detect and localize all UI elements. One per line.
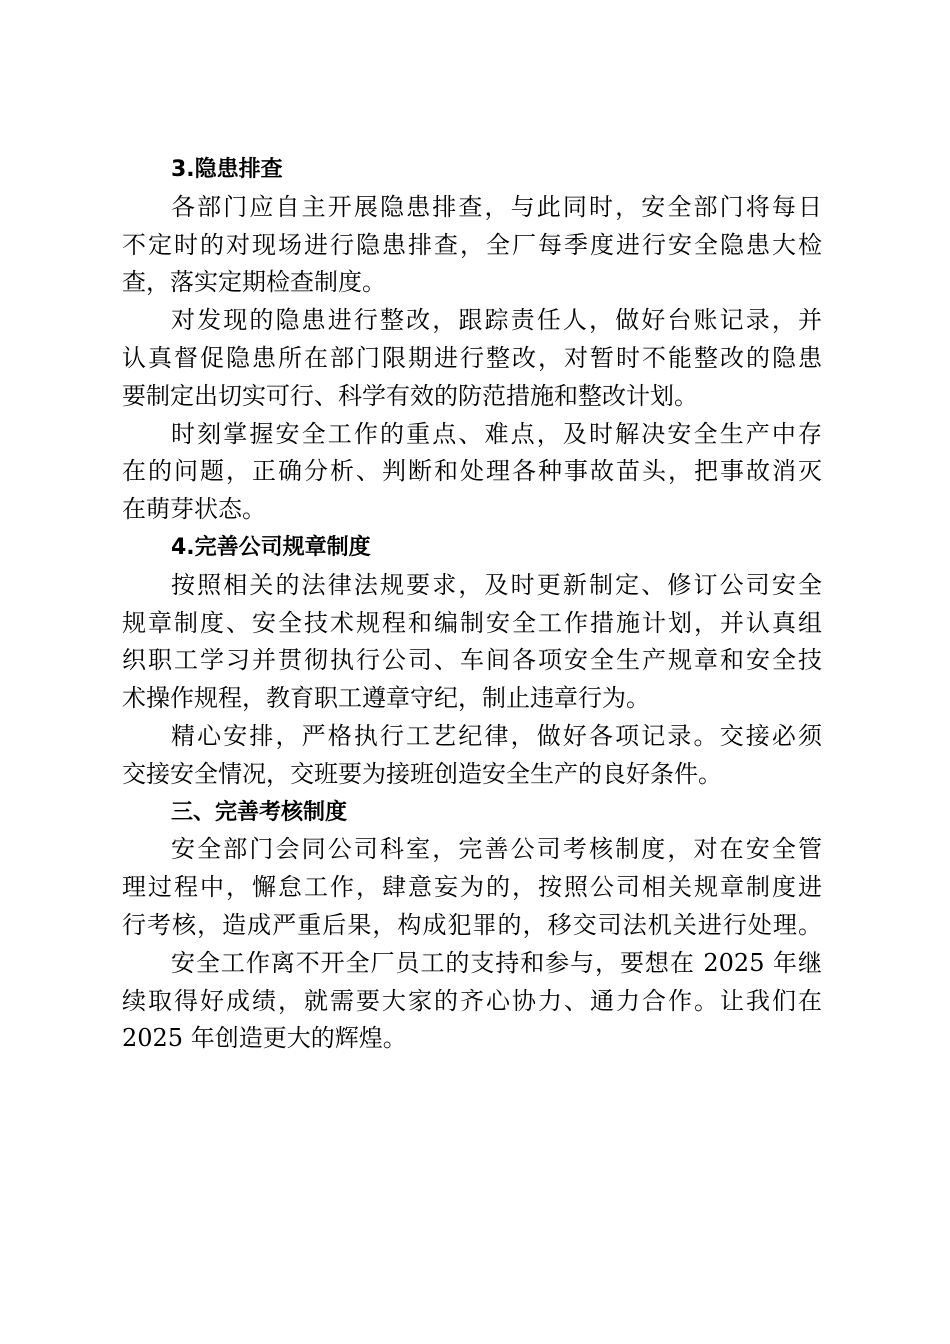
paragraph-line: 在萌芽状态。 — [122, 495, 266, 524]
paragraph-line: 续取得好成绩，就需要大家的齐心协力、通力合作。让我们在 — [122, 986, 822, 1015]
paragraph — [122, 416, 822, 529]
section-heading: 3.隐患排查 — [171, 157, 283, 182]
paragraph-line: 理过程中，懈怠工作，肆意妄为的，按照公司相关规章制度进 — [122, 873, 822, 902]
paragraph-line: 术操作规程，教育职工遵章守纪，制止违章行为。 — [122, 684, 650, 713]
paragraph-line: 不定时的对现场进行隐患排查，全厂每季度进行安全隐患大检 — [122, 230, 822, 259]
paragraph-line: 行考核，造成严重后果，构成犯罪的，移交司法机关进行处理。 — [122, 910, 822, 939]
paragraph-line: 安全部门会同公司科室，完善公司考核制度，对在安全管 — [171, 835, 822, 864]
section-heading: 三、完善考核制度 — [171, 799, 348, 825]
paragraph — [122, 945, 822, 1058]
paragraph-line: 按照相关的法律法规要求，及时更新制定、修订公司安全 — [171, 570, 822, 599]
paragraph-line: 2025 年创造更大的辉煌。 — [122, 1024, 407, 1053]
paragraph — [122, 718, 822, 794]
paragraph-line: 交接安全情况，交班要为接班创造安全生产的良好条件。 — [122, 759, 722, 788]
paragraph-line: 规章制度、安全技术规程和编制安全工作措施计划，并认真组 — [122, 608, 822, 637]
paragraph — [122, 302, 822, 415]
paragraph-line: 时刻掌握安全工作的重点、难点，及时解决安全生产中存 — [171, 419, 822, 448]
paragraph-line: 对发现的隐患进行整改，跟踪责任人，做好台账记录，并 — [171, 306, 822, 335]
paragraph — [122, 567, 822, 718]
paragraph — [122, 831, 822, 944]
paragraph-line: 认真督促隐患所在部门限期进行整改，对暂时不能整改的隐患 — [122, 343, 822, 372]
paragraph-line: 精心安排，严格执行工艺纪律，做好各项记录。交接必须 — [171, 721, 822, 750]
paragraph-line: 安全工作离不开全厂员工的支持和参与，要想在 2025 年继 — [171, 948, 822, 977]
section-heading: 4.完善公司规章制度 — [171, 534, 371, 560]
paragraph-line: 在的问题，正确分析、判断和处理各种事故苗头，把事故消灭 — [122, 457, 822, 486]
paragraph-line: 织职工学习并贯彻执行公司、车间各项安全生产规章和安全技 — [122, 646, 822, 675]
paragraph-line: 各部门应自主开展隐患排查，与此同时，安全部门将每日 — [171, 192, 822, 221]
document-page — [122, 151, 822, 1058]
paragraph-line: 查，落实定期检查制度。 — [122, 268, 386, 297]
paragraph — [122, 189, 822, 302]
paragraph-line: 要制定出切实可行、科学有效的防范措施和整改计划。 — [122, 381, 698, 410]
